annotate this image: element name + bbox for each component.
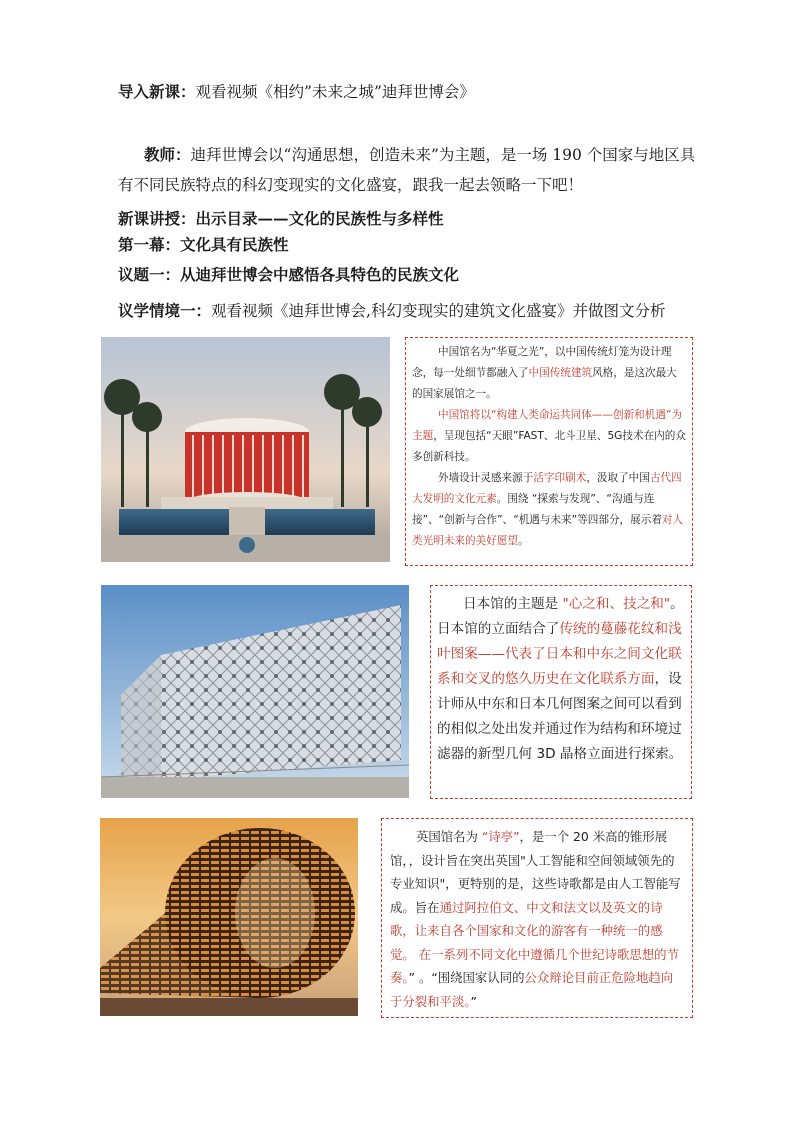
japan-pavilion-photo	[101, 585, 409, 798]
china-paragraph-3	[412, 468, 686, 552]
highlight-text: 公众辩论目前正危险地趋向于分裂和平淡。	[390, 970, 674, 1009]
body-text: ”	[470, 993, 477, 1009]
body-text: ，呈现包括“天眼”FAST、北斗卫星、5G技术在内的众多创新科技。	[412, 430, 686, 463]
intro-label: 导入新课：	[118, 82, 196, 101]
body-text: 日本馆的主题是	[463, 596, 563, 612]
body-text: ，设计师从中东和日本几何图案之间可以看到的相似之处出发并通过作为结构和环境过滤器的新型几何 3D 晶格立面进行探索。	[437, 671, 683, 762]
japan-paragraph	[437, 592, 685, 767]
body-text: 英国馆名为	[416, 829, 482, 844]
highlight-text: "心之和、技之和"	[562, 596, 671, 612]
body-text: ” 。“围绕国家认同的	[408, 970, 525, 985]
body-text: 。日本馆的立面结合了	[437, 596, 684, 637]
china-pavilion-description	[405, 337, 693, 566]
act1-heading: 第一幕：文化具有民族性	[118, 235, 289, 254]
body-text: 中国馆名为“华夏之光”，以中国传统灯笼为设计理念，每一处细节都融入了	[412, 346, 672, 379]
teacher-text: 迪拜世博会以“沟通思想，创造未来”为主题，是一场 190 个国家与地区具有不同民族特点的科幻变现实的文化盛宴，跟我一起去领略一下吧！	[118, 146, 696, 194]
uk-pavilion-photo	[100, 818, 358, 1016]
highlight-text: 传统的蔓藤花纹和浅叶图案——代表了日本和中东之间文化联系和交叉的悠久历史在文化联系方面	[437, 621, 682, 687]
intro-text: 观看视频《相约”未来之城”迪拜世博会》	[195, 83, 475, 101]
uk-pavilion-description	[381, 818, 693, 1018]
context1-line	[118, 299, 665, 321]
context1-label: 议学情境一：	[118, 301, 212, 320]
body-text: 。	[517, 535, 529, 547]
highlight-text: “诗亭”	[481, 829, 520, 844]
new-lesson-heading: 新课讲授：出示目录——文化的民族性与多样性	[118, 209, 444, 228]
teacher-paragraph	[118, 140, 700, 200]
body-text: 风格，是这次最大的国家展馆之一。	[412, 367, 677, 400]
teacher-label: 教师：	[144, 145, 191, 164]
china-paragraph-1	[412, 342, 686, 405]
highlight-text: 通过阿拉伯文、中文和法文以及英文的诗歌，让来自各个国家和文化的游客有一种统一的感觉。 在一系列不同文化中遵循几个世纪诗歌思想的节奏。	[390, 899, 679, 985]
uk-paragraph	[390, 825, 684, 1013]
highlight-text: 古代四大发明的文化元素	[412, 472, 682, 505]
body-text: ，汲取了中国	[586, 472, 650, 484]
body-text: 外墙设计灵感来源于	[438, 472, 534, 484]
context1-text: 观看视频《迪拜世博会,科幻变现实的建筑文化盛宴》并做图文分析	[211, 302, 666, 320]
topic1-heading: 议题一：从迪拜世博会中感悟各具特色的民族文化	[118, 265, 460, 284]
highlight-text: 中国馆将以“构建人类命运共同体——创新和机遇”为主题	[412, 409, 683, 442]
highlight-text: 对人类光明未来的美好愿望	[412, 514, 684, 547]
intro-line	[118, 80, 475, 102]
japan-pavilion-description	[430, 585, 692, 799]
highlight-text: 活字印刷术	[533, 472, 587, 484]
highlight-text: 中国传统建筑	[528, 367, 593, 379]
china-pavilion-photo	[101, 337, 390, 562]
china-paragraph-2	[412, 405, 686, 468]
body-text: ，是一个 20 米高的锥形展馆，，设计旨在突出英国"人工智能和空间领域领先的专业知识"，更特别的是，这些诗歌都是由人工智能写成。旨在	[390, 829, 681, 915]
body-text: 。围绕 “探索与发现”、“沟通与连接”、“创新与合作”、“机遇与未来”等四部分，展示着	[412, 493, 662, 526]
